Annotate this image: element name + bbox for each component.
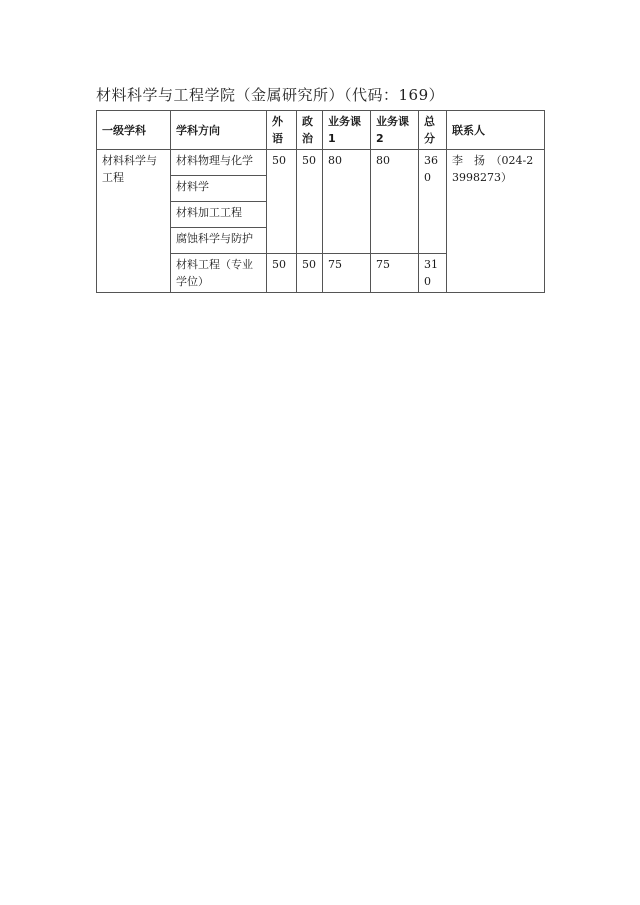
score-course2-professional: 75	[371, 254, 419, 293]
header-direction: 学科方向	[171, 111, 267, 150]
header-politics: 政治	[297, 111, 323, 150]
score-foreign-professional: 50	[267, 254, 297, 293]
header-course1: 业务课1	[323, 111, 371, 150]
table-row	[97, 150, 545, 176]
score-politics-academic: 50	[297, 150, 323, 254]
direction-cell: 材料工程（专业学位）	[171, 254, 267, 293]
score-course2-academic: 80	[371, 150, 419, 254]
header-total: 总分	[419, 111, 447, 150]
discipline-cell: 材料科学与工程	[97, 150, 171, 293]
score-total-professional: 310	[419, 254, 447, 293]
score-course1-academic: 80	[323, 150, 371, 254]
score-foreign-academic: 50	[267, 150, 297, 254]
header-course2: 业务课2	[371, 111, 419, 150]
header-contact: 联系人	[447, 111, 545, 150]
score-course1-professional: 75	[323, 254, 371, 293]
score-politics-professional: 50	[297, 254, 323, 293]
score-table	[96, 110, 545, 293]
direction-cell: 材料物理与化学	[171, 150, 267, 176]
direction-cell: 材料学	[171, 176, 267, 202]
direction-cell: 材料加工工程	[171, 202, 267, 228]
header-discipline: 一级学科	[97, 111, 171, 150]
contact-cell: 李 扬 （024-23998273）	[447, 150, 545, 293]
page-title: 材料科学与工程学院（金属研究所）（代码：169）	[96, 86, 445, 104]
header-row	[97, 111, 545, 150]
score-total-academic: 360	[419, 150, 447, 254]
header-foreign: 外语	[267, 111, 297, 150]
direction-cell: 腐蚀科学与防护	[171, 228, 267, 254]
